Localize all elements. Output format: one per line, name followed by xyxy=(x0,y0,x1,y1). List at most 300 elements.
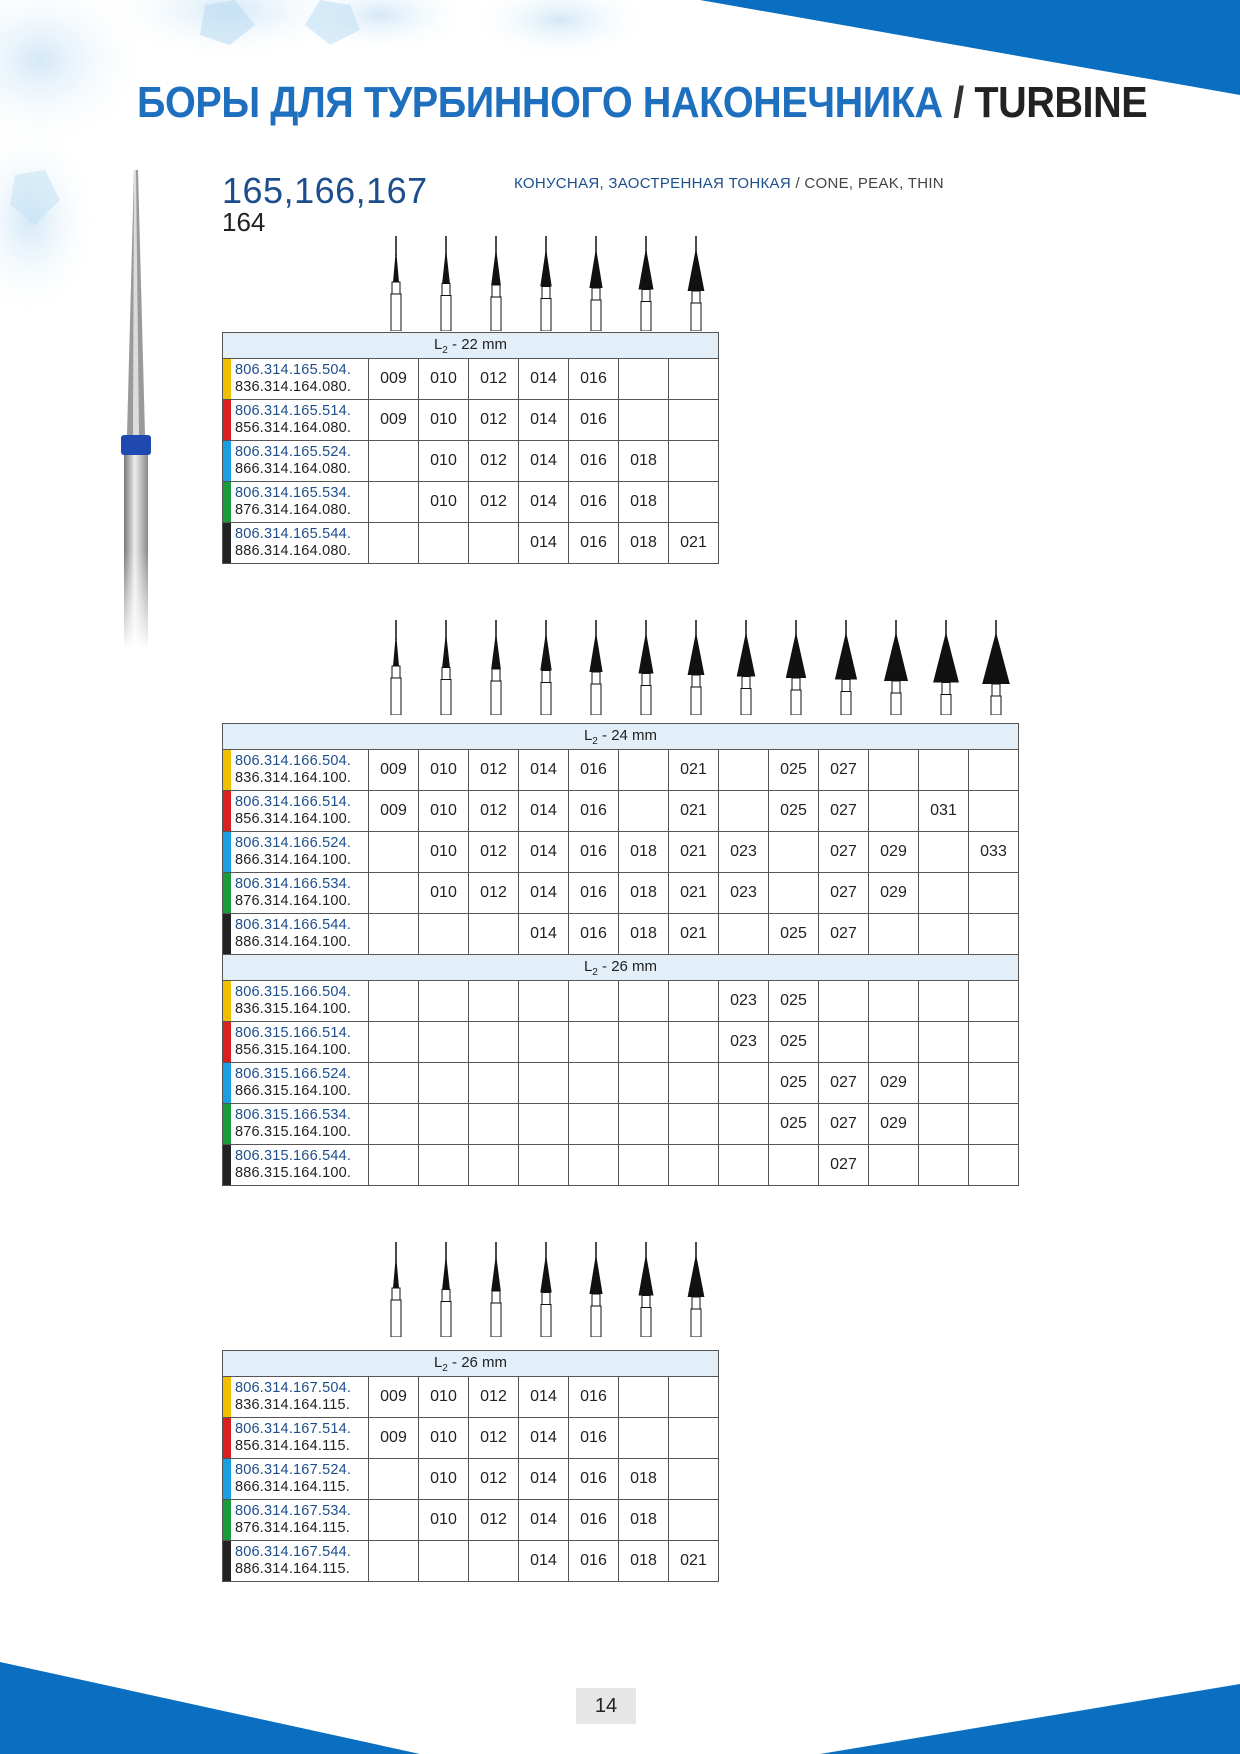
length-header-row xyxy=(223,1351,719,1377)
size-cell xyxy=(619,981,669,1022)
article-code-primary: 806.314.166.524. xyxy=(235,835,352,851)
grit-color-stripe xyxy=(223,400,231,440)
table-row xyxy=(223,914,1019,955)
table-row xyxy=(223,1377,719,1418)
bur-drawing-icon xyxy=(933,620,959,715)
length-header xyxy=(223,1351,719,1377)
size-cell xyxy=(619,359,669,400)
table-row xyxy=(223,400,719,441)
bur-drawing-icon xyxy=(391,236,401,331)
size-cell: 033 xyxy=(969,832,1019,873)
size-cell: 014 xyxy=(519,1418,569,1459)
size-cell: 016 xyxy=(569,482,619,523)
article-code-secondary: 886.315.164.100. xyxy=(235,1165,352,1181)
size-cell: 016 xyxy=(569,873,619,914)
page-number: 14 xyxy=(576,1688,636,1724)
size-cell: 016 xyxy=(569,750,619,791)
size-cell xyxy=(669,441,719,482)
size-cell: 014 xyxy=(519,400,569,441)
size-cell: 016 xyxy=(569,400,619,441)
size-cell xyxy=(419,1022,469,1063)
length-header xyxy=(223,724,1019,750)
article-code-secondary: 836.314.164.080. xyxy=(235,379,352,395)
size-cell: 021 xyxy=(669,750,719,791)
size-cell xyxy=(369,1541,419,1582)
article-code-secondary: 876.314.164.100. xyxy=(235,893,352,909)
bur-drawing-icon xyxy=(540,1242,551,1337)
size-cell xyxy=(369,1145,419,1186)
length-value: - 26 mm xyxy=(597,957,658,975)
length-header xyxy=(223,955,1019,981)
size-cell: 027 xyxy=(819,1104,869,1145)
length-header-row xyxy=(223,724,1019,750)
size-cell: 012 xyxy=(469,832,519,873)
size-cell xyxy=(869,1022,919,1063)
article-code-primary: 806.315.166.524. xyxy=(235,1066,352,1082)
size-cell xyxy=(619,1145,669,1186)
size-cell: 014 xyxy=(519,523,569,564)
size-cell xyxy=(419,914,469,955)
length-value: - 22 mm xyxy=(447,335,508,353)
size-cell: 010 xyxy=(419,873,469,914)
bur-drawing-icon xyxy=(639,620,654,715)
size-cell: 023 xyxy=(719,832,769,873)
size-cell xyxy=(669,1063,719,1104)
article-codes xyxy=(223,359,369,400)
bur-drawing-icon xyxy=(688,620,705,715)
article-codes xyxy=(223,1063,369,1104)
article-codes xyxy=(223,1459,369,1500)
size-cell: 014 xyxy=(519,791,569,832)
description-en: CONE, PEAK, THIN xyxy=(804,175,944,192)
grit-color-stripe xyxy=(223,441,231,481)
size-cell xyxy=(369,1500,419,1541)
article-codes xyxy=(223,523,369,564)
size-cell xyxy=(369,1022,419,1063)
article-codes xyxy=(223,1541,369,1582)
size-cell xyxy=(569,981,619,1022)
size-cell xyxy=(919,914,969,955)
size-cell: 009 xyxy=(369,750,419,791)
page-title xyxy=(137,78,1147,128)
grit-color-stripe xyxy=(223,1145,231,1185)
grit-color-stripe xyxy=(223,791,231,831)
size-cell: 012 xyxy=(469,441,519,482)
size-cell: 027 xyxy=(819,873,869,914)
article-code-secondary: 856.314.164.100. xyxy=(235,811,352,827)
size-cell: 027 xyxy=(819,914,869,955)
table-row xyxy=(223,981,1019,1022)
size-cell xyxy=(519,1022,569,1063)
size-cell xyxy=(969,1104,1019,1145)
grit-color-stripe xyxy=(223,981,231,1021)
article-codes xyxy=(223,791,369,832)
description-sep: / xyxy=(790,175,805,192)
grit-color-stripe xyxy=(223,482,231,522)
size-cell: 018 xyxy=(619,441,669,482)
size-cell: 025 xyxy=(769,750,819,791)
bur-drawing-icon xyxy=(786,620,806,715)
size-cell xyxy=(519,981,569,1022)
article-code-primary: 806.314.166.504. xyxy=(235,753,352,769)
article-code-secondary: 836.314.164.115. xyxy=(235,1397,351,1413)
size-cell xyxy=(569,1063,619,1104)
size-cell xyxy=(369,981,419,1022)
grit-color-stripe xyxy=(223,359,231,399)
grit-color-stripe xyxy=(223,1104,231,1144)
grit-color-stripe xyxy=(223,1063,231,1103)
size-cell: 012 xyxy=(469,1377,519,1418)
size-cell: 014 xyxy=(519,832,569,873)
catalog-table-167 xyxy=(222,1350,719,1582)
size-cell xyxy=(369,832,419,873)
grit-color-stripe xyxy=(223,1377,231,1417)
article-codes xyxy=(223,1104,369,1145)
article-code-primary: 806.314.165.524. xyxy=(235,444,352,460)
size-cell xyxy=(969,750,1019,791)
length-subscript: 2 xyxy=(442,344,448,356)
size-cell: 016 xyxy=(569,1500,619,1541)
size-cell: 018 xyxy=(619,832,669,873)
size-cell: 012 xyxy=(469,482,519,523)
size-cell: 025 xyxy=(769,1022,819,1063)
length-value: - 24 mm xyxy=(597,726,658,744)
article-codes xyxy=(223,1377,369,1418)
bur-photo xyxy=(105,170,165,650)
bur-drawings-165 xyxy=(371,236,721,326)
size-cell xyxy=(969,981,1019,1022)
size-cell xyxy=(769,873,819,914)
size-cell xyxy=(869,1145,919,1186)
size-cell xyxy=(669,1022,719,1063)
article-code-primary: 806.314.165.504. xyxy=(235,362,352,378)
size-cell: 018 xyxy=(619,1500,669,1541)
size-cell: 016 xyxy=(569,791,619,832)
size-cell xyxy=(669,1145,719,1186)
size-cell xyxy=(969,791,1019,832)
article-code-secondary: 836.315.164.100. xyxy=(235,1001,352,1017)
length-subscript: 2 xyxy=(592,735,598,747)
size-cell: 010 xyxy=(419,1418,469,1459)
article-code-secondary: 886.314.164.115. xyxy=(235,1561,351,1577)
length-subscript: 2 xyxy=(442,1362,448,1374)
article-code-secondary: 886.314.164.100. xyxy=(235,934,352,950)
size-cell xyxy=(519,1104,569,1145)
grit-color-stripe xyxy=(223,1541,231,1581)
size-cell: 010 xyxy=(419,1500,469,1541)
size-cell xyxy=(519,1063,569,1104)
size-cell xyxy=(369,1063,419,1104)
bur-drawing-icon xyxy=(441,236,451,331)
bur-drawing-icon xyxy=(737,620,756,715)
size-cell xyxy=(619,1022,669,1063)
table-row xyxy=(223,1500,719,1541)
size-cell: 023 xyxy=(719,873,769,914)
size-cell: 018 xyxy=(619,1541,669,1582)
title-ru: БОРЫ ДЛЯ ТУРБИННОГО НАКОНЕЧНИКА xyxy=(137,78,943,127)
size-cell: 027 xyxy=(819,1145,869,1186)
size-cell: 021 xyxy=(669,873,719,914)
size-cell xyxy=(719,914,769,955)
article-code-secondary: 866.314.164.115. xyxy=(235,1479,351,1495)
size-cell xyxy=(919,1145,969,1186)
article-code-secondary: 866.314.164.080. xyxy=(235,461,352,477)
size-cell xyxy=(369,914,419,955)
size-cell xyxy=(669,400,719,441)
size-cell xyxy=(369,523,419,564)
size-cell: 009 xyxy=(369,359,419,400)
size-cell xyxy=(619,1377,669,1418)
article-code-secondary: 876.314.164.115. xyxy=(235,1520,351,1536)
article-codes xyxy=(223,832,369,873)
size-cell xyxy=(669,1459,719,1500)
size-cell: 016 xyxy=(569,1459,619,1500)
size-cell: 016 xyxy=(569,441,619,482)
size-cell xyxy=(869,981,919,1022)
size-cell: 029 xyxy=(869,1063,919,1104)
size-cell: 012 xyxy=(469,1459,519,1500)
size-cell xyxy=(969,1022,1019,1063)
size-cell xyxy=(919,873,969,914)
article-code-primary: 806.314.165.514. xyxy=(235,403,352,419)
title-separator: / xyxy=(942,78,975,127)
size-cell xyxy=(469,914,519,955)
size-cell: 027 xyxy=(819,832,869,873)
size-cell xyxy=(869,791,919,832)
size-cell xyxy=(719,1063,769,1104)
table-row xyxy=(223,359,719,400)
bur-drawing-icon xyxy=(884,620,908,715)
bur-drawing-icon xyxy=(441,1242,451,1337)
article-codes xyxy=(223,400,369,441)
bur-drawing-icon xyxy=(441,620,451,715)
size-cell: 018 xyxy=(619,873,669,914)
model-numbers: 165,166,167 xyxy=(222,170,428,211)
size-cell xyxy=(619,1063,669,1104)
bur-drawing-icon xyxy=(639,236,654,331)
size-cell xyxy=(569,1104,619,1145)
size-cell: 029 xyxy=(869,1104,919,1145)
size-cell xyxy=(869,914,919,955)
grit-color-stripe xyxy=(223,1418,231,1458)
size-cell xyxy=(919,750,969,791)
size-cell: 012 xyxy=(469,400,519,441)
size-cell: 012 xyxy=(469,750,519,791)
size-cell xyxy=(919,1022,969,1063)
size-cell: 009 xyxy=(369,1418,419,1459)
size-cell xyxy=(619,791,669,832)
grit-color-stripe xyxy=(223,914,231,954)
size-cell: 016 xyxy=(569,359,619,400)
size-cell xyxy=(369,1104,419,1145)
table-row xyxy=(223,791,1019,832)
model-base: 164 xyxy=(222,207,266,237)
table-row xyxy=(223,1145,1019,1186)
size-cell: 010 xyxy=(419,482,469,523)
size-cell xyxy=(419,1104,469,1145)
size-cell xyxy=(619,750,669,791)
article-codes xyxy=(223,482,369,523)
size-cell: 016 xyxy=(569,523,619,564)
table-row xyxy=(223,1459,719,1500)
article-codes xyxy=(223,1145,369,1186)
catalog-table-165 xyxy=(222,332,719,564)
grit-color-stripe xyxy=(223,1459,231,1499)
size-cell xyxy=(519,1145,569,1186)
size-cell xyxy=(819,1022,869,1063)
size-cell: 016 xyxy=(569,1418,619,1459)
size-cell xyxy=(669,1500,719,1541)
size-cell: 012 xyxy=(469,873,519,914)
size-cell: 016 xyxy=(569,1541,619,1582)
size-cell xyxy=(919,1104,969,1145)
bur-drawing-icon xyxy=(391,1242,401,1337)
table-row xyxy=(223,1104,1019,1145)
table-row xyxy=(223,1418,719,1459)
size-cell: 018 xyxy=(619,1459,669,1500)
article-code-secondary: 856.315.164.100. xyxy=(235,1042,352,1058)
grit-color-stripe xyxy=(223,1022,231,1062)
size-cell xyxy=(919,832,969,873)
length-header-row xyxy=(223,333,719,359)
table-row xyxy=(223,873,1019,914)
table-row xyxy=(223,441,719,482)
size-cell: 025 xyxy=(769,1104,819,1145)
bur-drawing-icon xyxy=(589,1242,602,1337)
size-cell xyxy=(669,1418,719,1459)
size-cell xyxy=(569,1022,619,1063)
size-cell xyxy=(469,1541,519,1582)
size-cell: 021 xyxy=(669,832,719,873)
size-cell: 010 xyxy=(419,1459,469,1500)
table-row xyxy=(223,1063,1019,1104)
size-cell: 014 xyxy=(519,1541,569,1582)
bur-drawing-icon xyxy=(391,620,401,715)
size-cell: 018 xyxy=(619,482,669,523)
size-cell xyxy=(669,482,719,523)
size-cell xyxy=(469,523,519,564)
article-code-primary: 806.314.166.514. xyxy=(235,794,352,810)
size-cell xyxy=(669,1377,719,1418)
size-cell: 010 xyxy=(419,400,469,441)
table-row xyxy=(223,750,1019,791)
article-code-primary: 806.314.167.514. xyxy=(235,1421,352,1437)
size-cell xyxy=(719,750,769,791)
size-cell xyxy=(669,981,719,1022)
article-code-secondary: 876.314.164.080. xyxy=(235,502,352,518)
size-cell: 016 xyxy=(569,832,619,873)
article-code-secondary: 856.314.164.080. xyxy=(235,420,352,436)
size-cell xyxy=(369,1459,419,1500)
size-cell xyxy=(469,981,519,1022)
size-cell xyxy=(969,1145,1019,1186)
size-cell: 027 xyxy=(819,791,869,832)
size-cell: 027 xyxy=(819,750,869,791)
size-cell xyxy=(469,1145,519,1186)
article-code-secondary: 836.314.164.100. xyxy=(235,770,352,786)
size-cell: 029 xyxy=(869,873,919,914)
size-cell xyxy=(769,1145,819,1186)
article-code-primary: 806.315.166.504. xyxy=(235,984,352,1000)
bur-drawing-icon xyxy=(589,620,602,715)
catalog-table-166 xyxy=(222,723,1019,1186)
size-cell xyxy=(969,873,1019,914)
size-cell: 023 xyxy=(719,1022,769,1063)
article-code-primary: 806.314.167.544. xyxy=(235,1544,352,1560)
size-cell: 009 xyxy=(369,400,419,441)
size-cell xyxy=(819,981,869,1022)
bur-drawings-167 xyxy=(371,1242,721,1332)
table-row xyxy=(223,482,719,523)
bur-drawings-166 xyxy=(371,620,1021,710)
size-cell: 014 xyxy=(519,873,569,914)
size-cell: 014 xyxy=(519,482,569,523)
size-cell xyxy=(419,1541,469,1582)
size-cell: 010 xyxy=(419,359,469,400)
size-cell xyxy=(669,359,719,400)
size-cell xyxy=(719,1104,769,1145)
size-cell: 016 xyxy=(569,914,619,955)
article-codes xyxy=(223,1418,369,1459)
article-code-secondary: 886.314.164.080. xyxy=(235,543,352,559)
article-code-primary: 806.315.166.514. xyxy=(235,1025,352,1041)
size-cell: 014 xyxy=(519,750,569,791)
bur-drawing-icon xyxy=(982,620,1010,715)
bur-drawing-icon xyxy=(540,236,551,331)
bur-drawing-icon xyxy=(639,1242,654,1337)
article-code-primary: 806.315.166.544. xyxy=(235,1148,352,1164)
size-cell: 012 xyxy=(469,791,519,832)
size-cell: 027 xyxy=(819,1063,869,1104)
size-cell: 009 xyxy=(369,1377,419,1418)
article-code-primary: 806.315.166.534. xyxy=(235,1107,352,1123)
article-codes xyxy=(223,1500,369,1541)
size-cell: 025 xyxy=(769,1063,819,1104)
article-codes xyxy=(223,873,369,914)
bur-drawing-icon xyxy=(589,236,602,331)
size-cell: 010 xyxy=(419,791,469,832)
length-header-row xyxy=(223,955,1019,981)
size-cell: 014 xyxy=(519,1377,569,1418)
size-cell: 021 xyxy=(669,523,719,564)
size-cell xyxy=(619,400,669,441)
size-cell xyxy=(869,750,919,791)
length-header xyxy=(223,333,719,359)
size-cell: 021 xyxy=(669,1541,719,1582)
article-code-secondary: 856.314.164.115. xyxy=(235,1438,351,1454)
size-cell: 014 xyxy=(519,441,569,482)
size-cell: 012 xyxy=(469,1500,519,1541)
grit-color-stripe xyxy=(223,873,231,913)
article-code-primary: 806.314.166.534. xyxy=(235,876,352,892)
size-cell: 012 xyxy=(469,1418,519,1459)
article-code-secondary: 876.315.164.100. xyxy=(235,1124,352,1140)
shape-description xyxy=(514,175,944,192)
article-code-primary: 806.314.167.524. xyxy=(235,1462,352,1478)
size-cell xyxy=(369,482,419,523)
length-subscript: 2 xyxy=(592,966,598,978)
size-cell xyxy=(919,981,969,1022)
size-cell xyxy=(469,1104,519,1145)
bur-drawing-icon xyxy=(491,1242,501,1337)
bur-drawing-icon xyxy=(540,620,551,715)
length-symbol: L xyxy=(433,335,443,353)
size-cell xyxy=(769,832,819,873)
size-cell xyxy=(419,1063,469,1104)
size-cell xyxy=(619,1104,669,1145)
size-cell xyxy=(369,441,419,482)
bur-drawing-icon xyxy=(491,236,501,331)
